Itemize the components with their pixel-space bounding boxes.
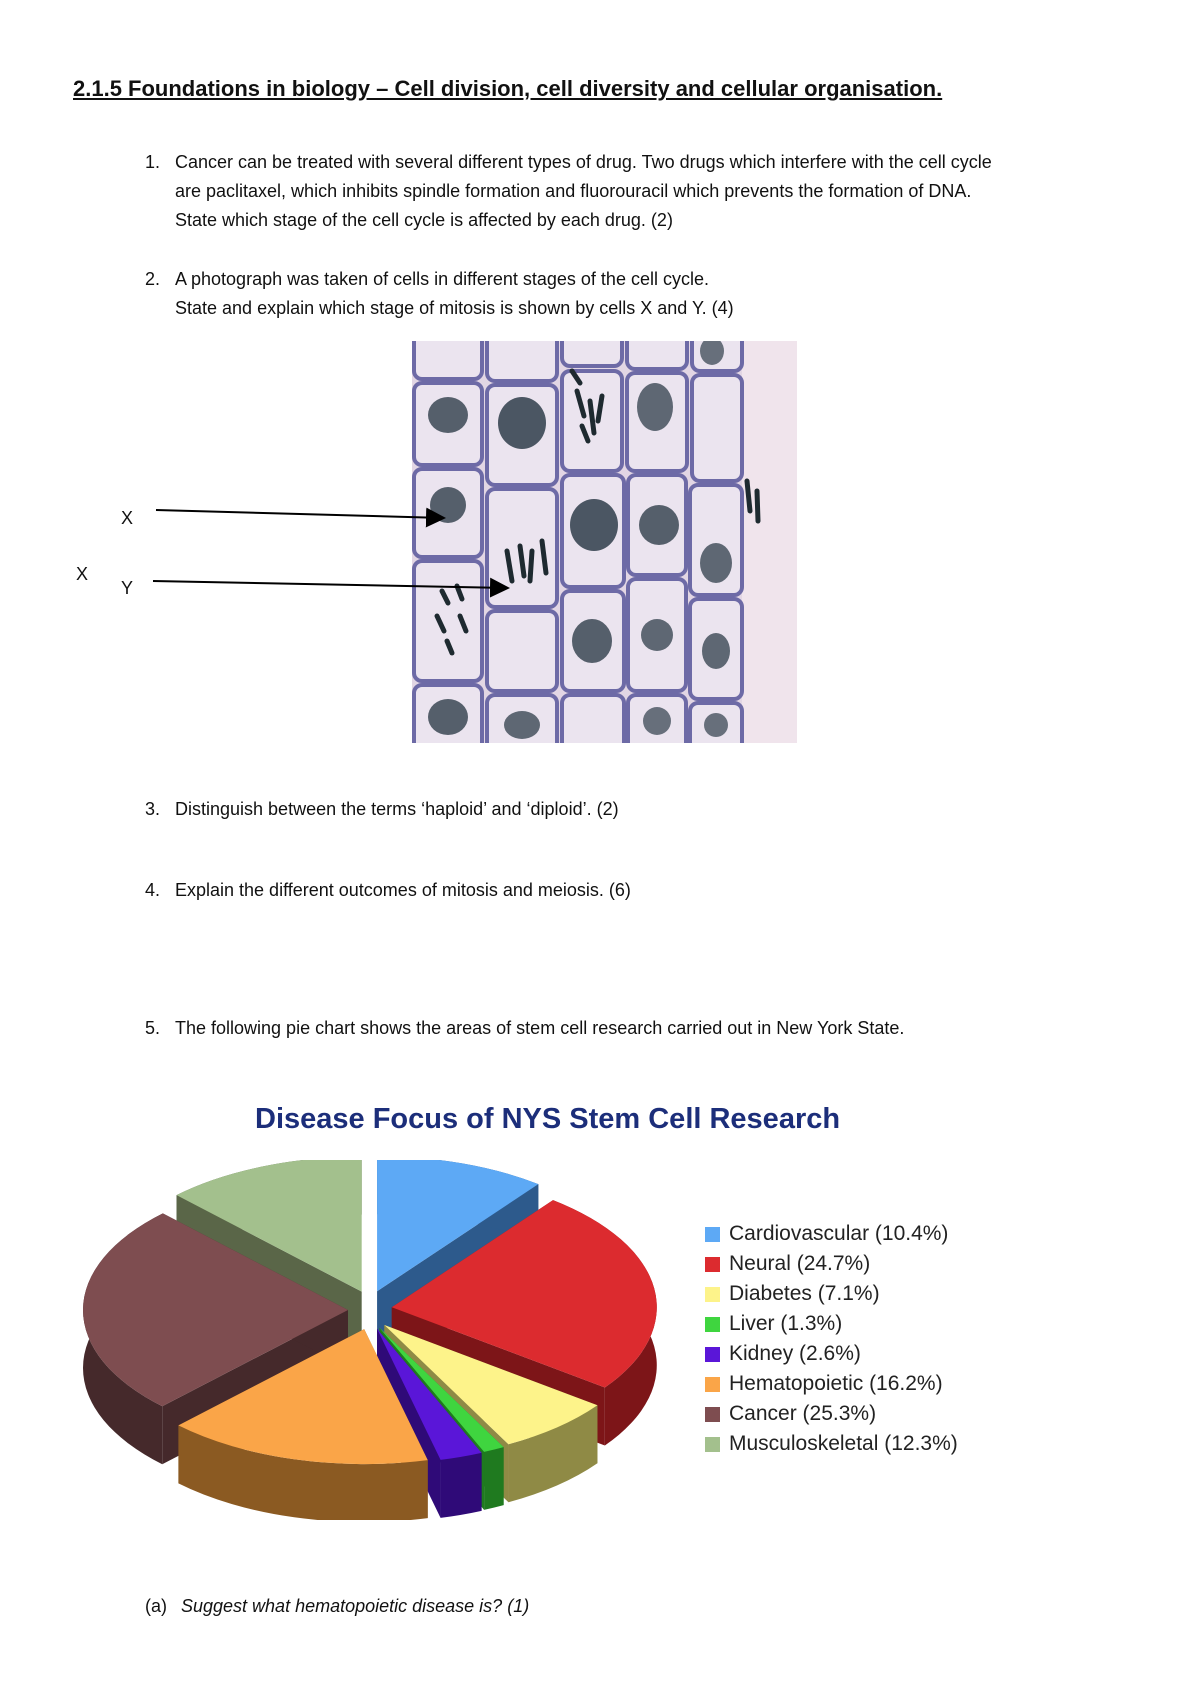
legend-item-liver (705, 1309, 958, 1339)
legend-item-cancer (705, 1399, 958, 1429)
legend-label: Musculoskeletal (12.3%) (729, 1432, 958, 1455)
question-text-line: State which stage of the cell cycle is affected by each drug. (2) (175, 210, 673, 230)
legend-swatch (705, 1407, 720, 1422)
pie-chart (80, 1160, 680, 1520)
question-number: 5. (145, 1018, 161, 1038)
subquestion-a (145, 1592, 529, 1621)
arrow-to-cell-x (156, 510, 444, 518)
chart-title: Disease Focus of NYS Stem Cell Research (255, 1103, 841, 1135)
legend-label: Diabetes (7.1%) (729, 1282, 880, 1305)
legend-item-kidney (705, 1339, 958, 1369)
legend-swatch (705, 1377, 720, 1392)
legend-swatch (705, 1437, 720, 1452)
legend-item-cardiovascular (705, 1219, 958, 1249)
question-text-line: Explain the different outcomes of mitosis and meiosis. (6) (175, 880, 631, 900)
question-number: 2. (145, 269, 161, 289)
legend-swatch (705, 1317, 720, 1332)
question-5 (145, 1014, 904, 1043)
legend-item-neural (705, 1249, 958, 1279)
legend-item-musculoskeletal (705, 1429, 958, 1459)
legend-label: Cancer (25.3%) (729, 1402, 877, 1425)
question-text-line: The following pie chart shows the areas of stem cell research carried out in New York State. (175, 1018, 905, 1038)
legend-label: Neural (24.7%) (729, 1252, 871, 1275)
question-number: 3. (145, 799, 161, 819)
arrow-to-cell-y (153, 581, 508, 588)
label-y: Y (121, 578, 134, 598)
legend-swatch (705, 1347, 720, 1362)
subquestion-text: Suggest what hematopoietic disease is? (1) (181, 1596, 530, 1616)
question-4 (145, 876, 631, 905)
legend-label: Kidney (2.6%) (729, 1342, 861, 1365)
question-text-line: are paclitaxel, which inhibits spindle formation and fluorouracil which prevents the formation of DNA. (175, 181, 972, 201)
legend-swatch (705, 1287, 720, 1302)
legend-label: Cardiovascular (10.4%) (729, 1222, 949, 1245)
question-text-line: State and explain which stage of mitosis is shown by cells X and Y. (4) (175, 298, 734, 318)
question-number: 1. (145, 152, 161, 172)
legend-item-hematopoietic (705, 1369, 958, 1399)
question-text-line: A photograph was taken of cells in different stages of the cell cycle. (175, 269, 709, 289)
subquestion-number: (a) (145, 1596, 167, 1616)
legend-label: Liver (1.3%) (729, 1312, 843, 1335)
question-text-line: Cancer can be treated with several different types of drug. Two drugs which interfere with the cell cycle (175, 152, 992, 172)
legend-swatch (705, 1257, 720, 1272)
legend-label: Hematopoietic (16.2%) (729, 1372, 943, 1395)
label-x: X (121, 508, 134, 528)
question-number: 4. (145, 880, 161, 900)
pointer-arrows (0, 0, 1200, 700)
legend-item-diabetes (705, 1279, 958, 1309)
chart-legend (705, 1219, 958, 1459)
question-text-line: Distinguish between the terms ‘haploid’ and ‘diploid’. (2) (175, 799, 619, 819)
legend-swatch (705, 1227, 720, 1242)
page-title: 2.1.5 Foundations in biology – Cell division, cell diversity and cellular organisation. (73, 76, 943, 101)
question-3 (145, 795, 619, 824)
label-x-stray: X (76, 564, 89, 584)
